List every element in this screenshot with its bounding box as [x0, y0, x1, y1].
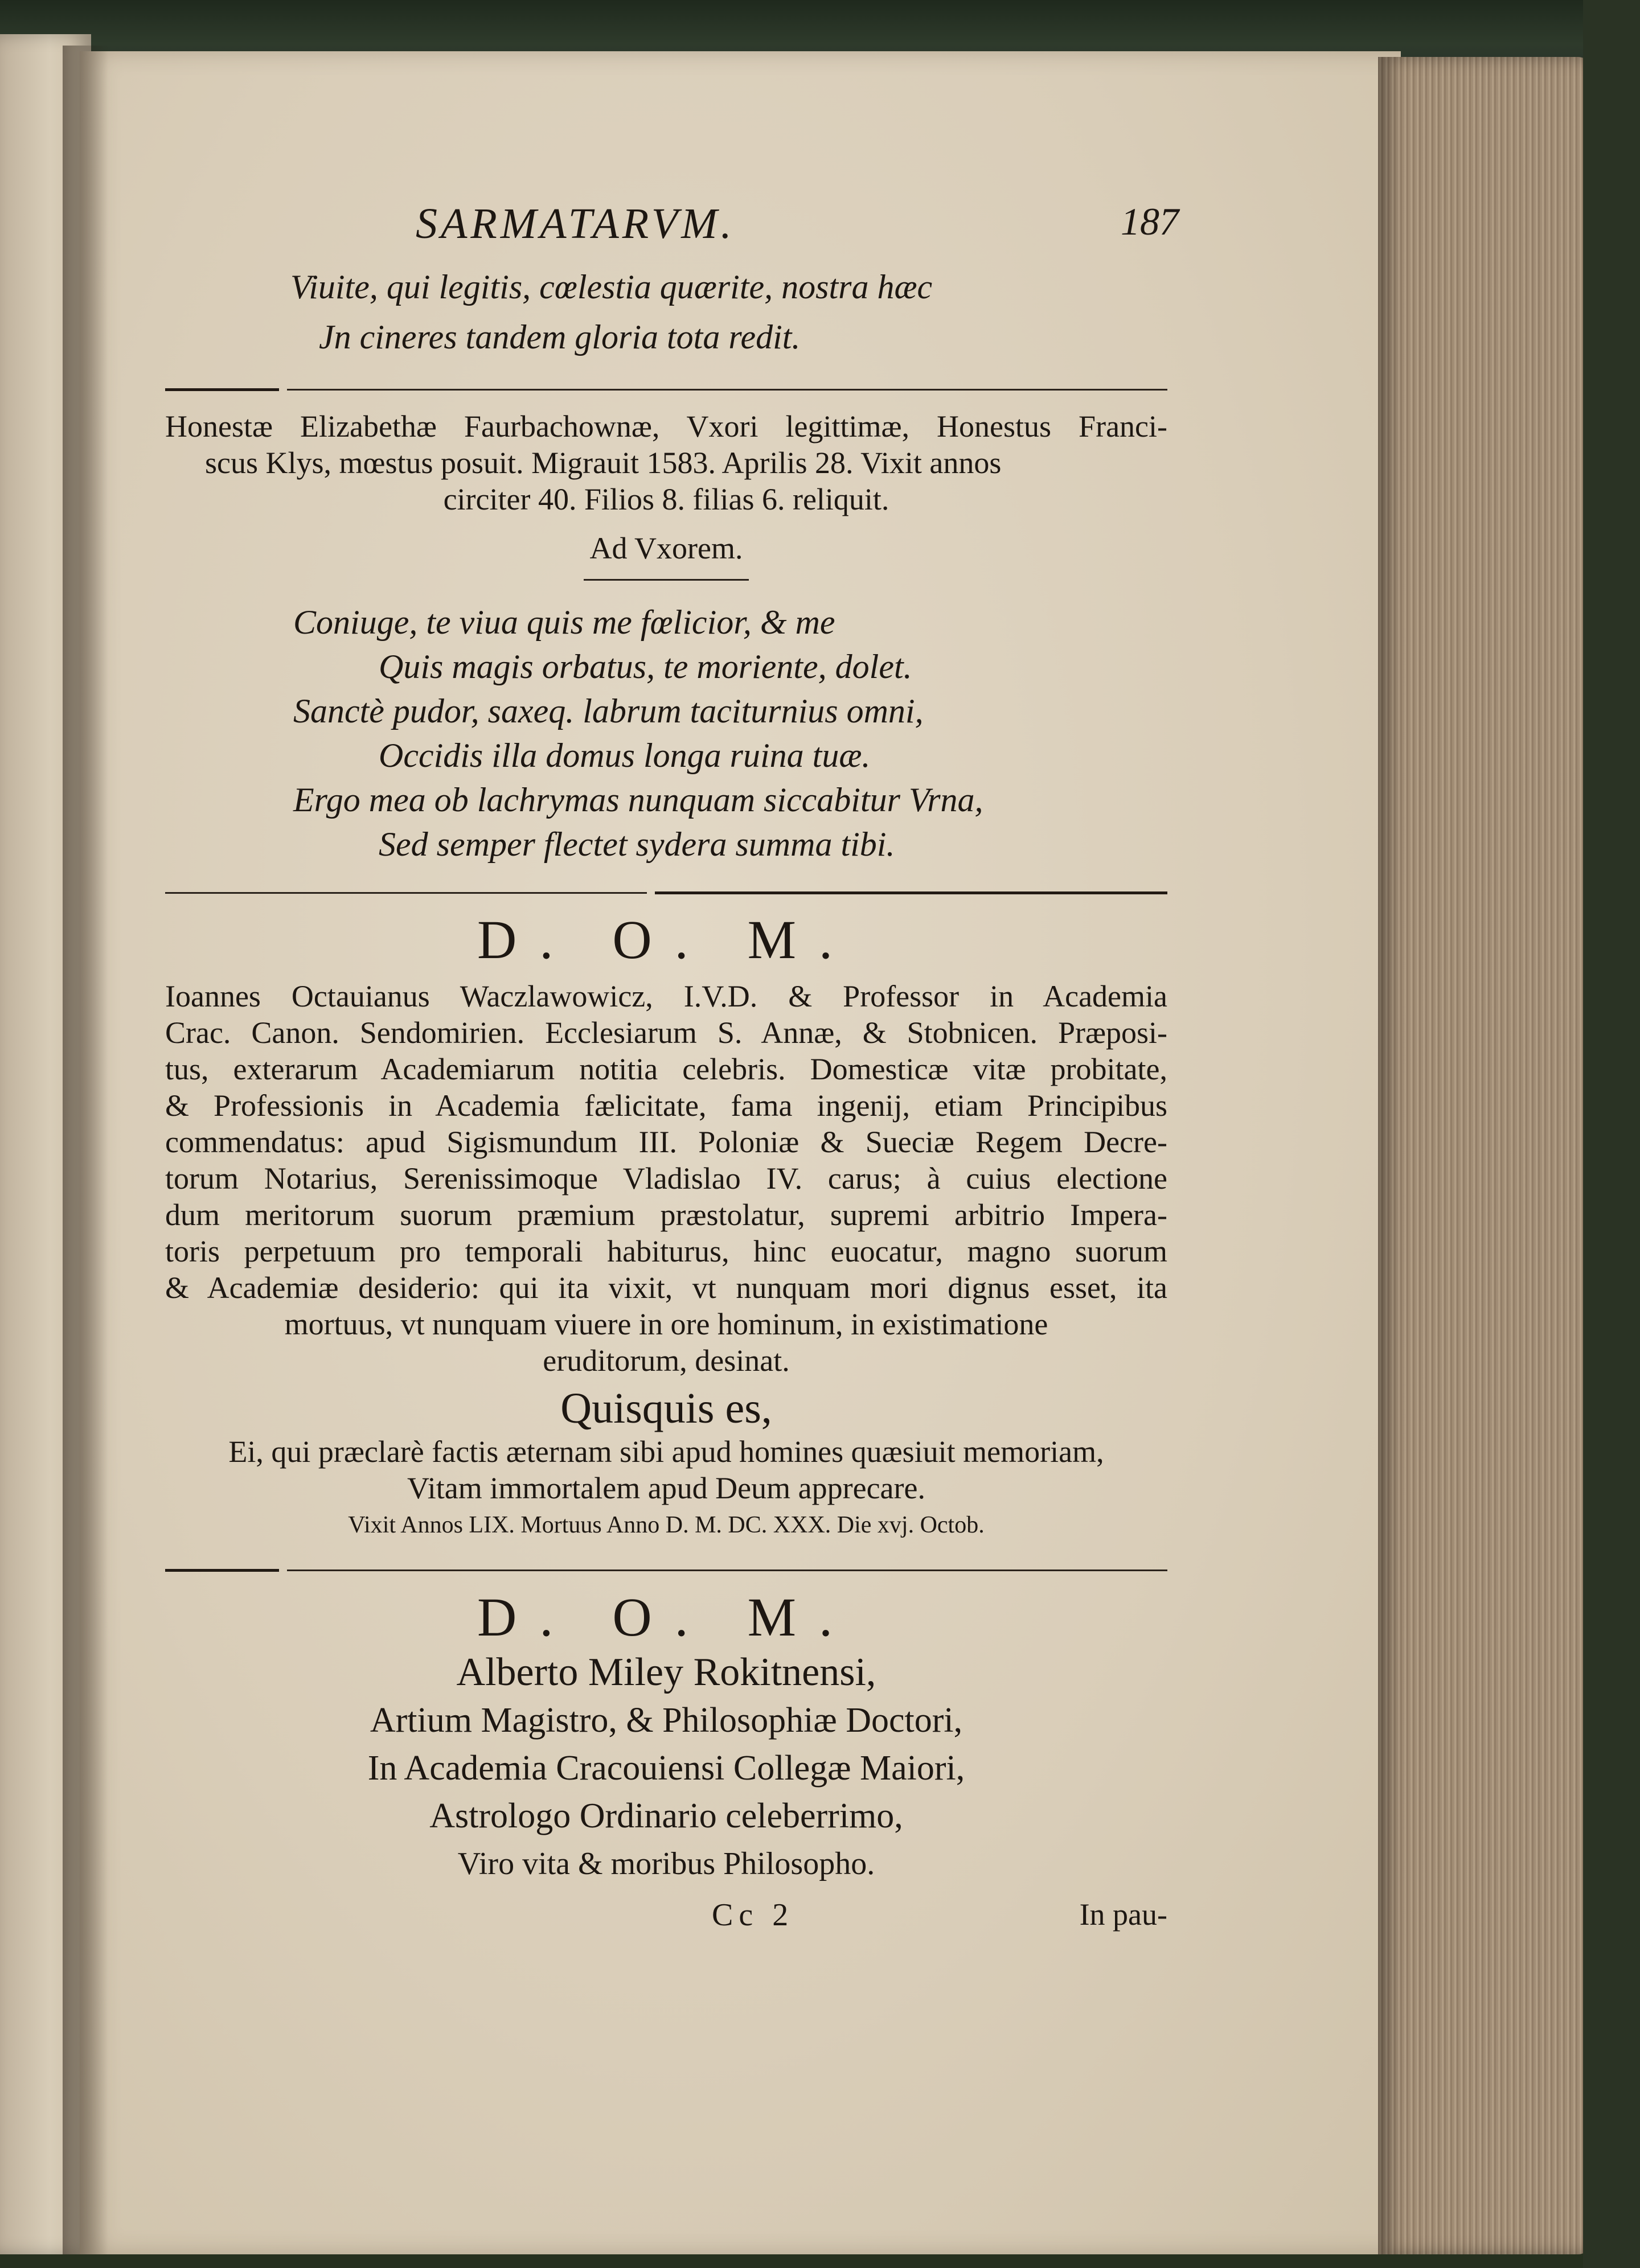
inscription-line: Crac. Canon. Sendomirien. Ecclesiarum S. Annæ, & Stobnicen. Præposi- [165, 1016, 1167, 1050]
inscription-line: & Academiæ desiderio: qui ita vixit, vt nunquam mori dignus esset, ita [165, 1271, 1167, 1305]
dom-heading: D. O. M. [477, 909, 855, 970]
closing-line: Ei, qui præclarè factis æternam sibi apud homines quæsiuit memoriam, [228, 1435, 1104, 1469]
inscription-line: torum Notarius, Serenissimoque Vladislao IV. carus; à cuius electione [165, 1161, 1167, 1195]
subheading-rule [584, 579, 749, 581]
subheading: Ad Vxorem. [589, 531, 743, 565]
signature-mark: Cc 2 [712, 1897, 794, 1933]
epitaph-close [165, 262, 1167, 362]
poem-line: Ergo mea ob lachrymas nunquam siccabitur Vrna, [293, 781, 983, 819]
section-rule [165, 388, 1167, 391]
closing-line: Vitam immortalem apud Deum apprecare. [407, 1471, 925, 1505]
inscription-line: Honestæ Elizabethæ Faurbachownæ, Vxori legittimæ, Honestus Franci- [165, 409, 1167, 443]
inscription-line: circiter 40. Filios 8. filias 6. reliquit. [443, 482, 889, 516]
dedication-line: Viro vita & moribus Philosopho. [457, 1846, 875, 1881]
page-gutter-shadow [63, 46, 108, 2254]
poem [165, 600, 1167, 866]
inscription-line: eruditorum, desinat. [543, 1343, 790, 1378]
book-fore-edge [1378, 57, 1594, 2254]
poem-line: Occidis illa domus longa ruina tuæ. [379, 737, 871, 774]
inscription-line: mortuus, vt nunquam viuere in ore hominum, in existimatione [284, 1307, 1048, 1341]
quisquis-line: Quisquis es, [560, 1384, 772, 1432]
section-rule [165, 1569, 1167, 1572]
catchword: In pau- [1079, 1897, 1167, 1932]
dedication-line: In Academia Cracouiensi Collegæ Maiori, [367, 1749, 965, 1788]
inscription-line: dum meritorum suorum præmium præstolatur, supremi arbitrio Impera- [165, 1198, 1167, 1232]
inscription-line: toris perpetuum pro temporali habiturus, hinc euocatur, magno suorum [165, 1234, 1167, 1268]
page-footer [165, 1897, 1167, 1942]
entry-faurbach [165, 408, 1167, 866]
entry-miley [165, 1585, 1167, 1888]
dedication-line: Alberto Miley Rokitnensi, [456, 1650, 876, 1694]
page-header [165, 199, 1179, 268]
book-cover-edge [1583, 0, 1640, 2268]
page-number: 187 [1121, 200, 1179, 243]
verse-line: Viuite, qui legitis, cœlestia quærite, nostra hæc [290, 268, 933, 306]
entry-waczlawowicz [165, 908, 1167, 1540]
poem-line: Coniuge, te viua quis me fœlicior, & me [293, 603, 835, 641]
inscription-line: tus, exterarum Academiarum notitia celebris. Domesticæ vitæ probitate, [165, 1052, 1167, 1086]
page-text [165, 199, 1179, 1942]
inscription-line: commendatus: apud Sigismundum III. Poloniæ & Sueciæ Regem Decre- [165, 1125, 1167, 1159]
poem-line: Quis magis orbatus, te moriente, dolet. [379, 648, 912, 685]
dedication-line: Astrologo Ordinario celeberrimo, [429, 1797, 903, 1835]
inscription-body [165, 978, 1167, 1379]
dedication-line: Artium Magistro, & Philosophiæ Doctori, [370, 1701, 963, 1740]
inscription-line: Ioannes Octauianus Waczlawowicz, I.V.D. & Professor in Academia [165, 979, 1167, 1013]
verse-line: Jn cineres tandem gloria tota redit. [319, 318, 801, 356]
dom-heading: D. O. M. [477, 1587, 855, 1647]
inscription-line: & Professionis in Academia fælicitate, fama ingenij, etiam Principibus [165, 1088, 1167, 1123]
poem-line: Sed semper flectet sydera summa tibi. [379, 825, 895, 863]
poem-line: Sanctè pudor, saxeq. labrum taciturnius omni, [293, 692, 924, 730]
inscription-line: scus Klys, mœstus posuit. Migrauit 1583. Aprilis 28. Vixit annos [205, 446, 1002, 480]
section-rule [165, 891, 1167, 894]
running-head: SARMATARVM. [416, 200, 735, 248]
date-line: Vixit Annos LIX. Mortuus Anno D. M. DC. XXX. Die xvj. Octob. [348, 1512, 985, 1538]
